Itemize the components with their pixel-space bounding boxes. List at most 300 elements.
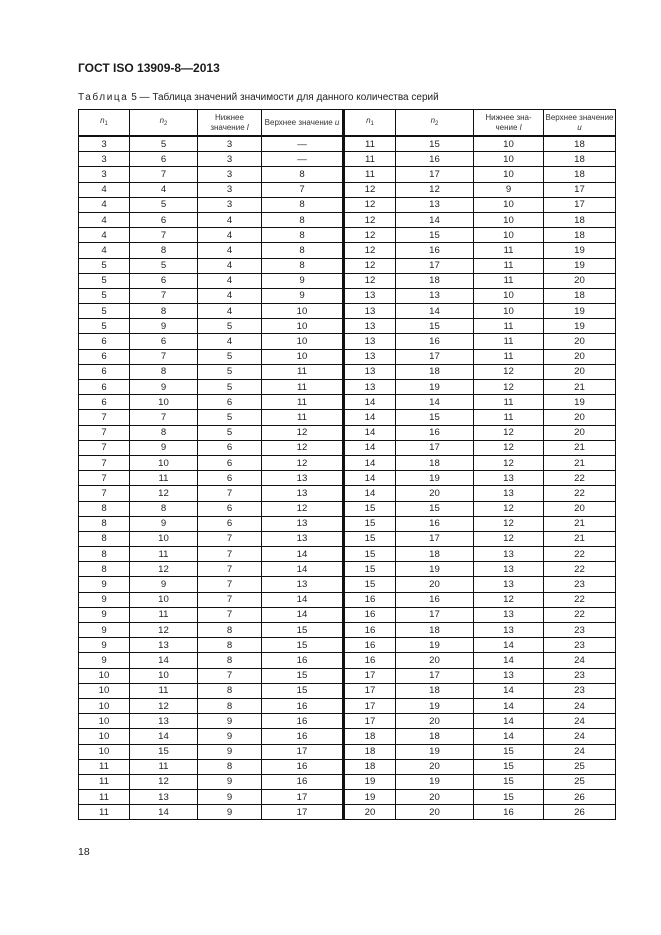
- table-cell: 14: [396, 212, 474, 227]
- table-cell: 19: [396, 471, 474, 486]
- table-cell: 16: [262, 729, 344, 744]
- table-row: [79, 592, 616, 607]
- table-cell: 20: [396, 790, 474, 805]
- table-cell: 5: [79, 258, 130, 273]
- table-cell: 10: [474, 167, 544, 182]
- table-cell: 23: [544, 577, 616, 592]
- table-cell: 18: [396, 729, 474, 744]
- table-cell: 18: [544, 228, 616, 243]
- table-cell: 12: [344, 273, 396, 288]
- table-caption: [78, 92, 439, 103]
- table-cell: 6: [198, 440, 262, 455]
- table-cell: 20: [544, 273, 616, 288]
- table-cell: 9: [262, 288, 344, 303]
- table-cell: 8: [262, 197, 344, 212]
- table-cell: 20: [544, 349, 616, 364]
- table-cell: 17: [396, 668, 474, 683]
- table-cell: 9: [79, 607, 130, 622]
- table-cell: 4: [198, 288, 262, 303]
- table-row: [79, 501, 616, 516]
- table-cell: 4: [79, 243, 130, 258]
- table-cell: 20: [396, 486, 474, 501]
- table-cell: 22: [544, 486, 616, 501]
- table-cell: 11: [474, 410, 544, 425]
- table-cell: 5: [198, 410, 262, 425]
- table-cell: 12: [344, 258, 396, 273]
- table-cell: 16: [344, 607, 396, 622]
- table-cell: 9: [198, 729, 262, 744]
- table-cell: 14: [262, 547, 344, 562]
- table-row: [79, 714, 616, 729]
- table-cell: 7: [130, 228, 198, 243]
- table-cell: 5: [130, 197, 198, 212]
- table-cell: 10: [262, 334, 344, 349]
- table-cell: 9: [198, 790, 262, 805]
- page-number: 18: [78, 846, 90, 858]
- table-cell: 11: [344, 167, 396, 182]
- table-cell: 16: [262, 698, 344, 713]
- table-cell: 17: [344, 714, 396, 729]
- table-cell: 9: [198, 805, 262, 820]
- table-cell: 16: [396, 592, 474, 607]
- table-cell: 17: [396, 440, 474, 455]
- table-row: [79, 212, 616, 227]
- table-cell: 7: [79, 486, 130, 501]
- table-cell: 15: [262, 683, 344, 698]
- table-cell: 15: [262, 623, 344, 638]
- table-cell: 20: [544, 334, 616, 349]
- table-cell: 19: [544, 319, 616, 334]
- document-header: ГОСТ ISO 13909-8—2013: [78, 61, 220, 75]
- table-cell: 8: [130, 304, 198, 319]
- table-cell: 19: [396, 562, 474, 577]
- table-row: [79, 683, 616, 698]
- table-cell: 6: [198, 395, 262, 410]
- table-cell: 13: [262, 471, 344, 486]
- table-cell: 15: [474, 744, 544, 759]
- table-cell: 22: [544, 607, 616, 622]
- table-cell: 18: [544, 152, 616, 167]
- table-cell: 9: [130, 577, 198, 592]
- table-cell: 6: [198, 501, 262, 516]
- table-cell: 3: [79, 152, 130, 167]
- table-cell: 4: [79, 212, 130, 227]
- table-cell: 9: [79, 592, 130, 607]
- table-cell: 11: [79, 774, 130, 789]
- table-cell: 14: [344, 395, 396, 410]
- table-cell: 10: [262, 349, 344, 364]
- table-cell: 4: [79, 228, 130, 243]
- table-cell: 17: [544, 182, 616, 197]
- table-cell: 11: [262, 364, 344, 379]
- table-cell: 5: [79, 304, 130, 319]
- table-cell: 16: [396, 243, 474, 258]
- table-cell: 15: [474, 790, 544, 805]
- table-row: [79, 349, 616, 364]
- table-row: [79, 805, 616, 820]
- table-cell: 16: [396, 425, 474, 440]
- table-cell: 9: [198, 774, 262, 789]
- table-cell: 19: [544, 258, 616, 273]
- table-cell: 11: [130, 759, 198, 774]
- table-cell: 8: [79, 516, 130, 531]
- table-cell: 11: [474, 334, 544, 349]
- table-cell: 3: [198, 136, 262, 152]
- table-cell: 8: [79, 531, 130, 546]
- table-cell: 12: [474, 425, 544, 440]
- table-cell: 13: [344, 364, 396, 379]
- table-cell: 9: [130, 380, 198, 395]
- table-cell: 15: [262, 638, 344, 653]
- table-cell: 8: [198, 653, 262, 668]
- table-cell: 18: [544, 167, 616, 182]
- table-cell: 10: [130, 668, 198, 683]
- table-cell: 3: [79, 136, 130, 152]
- table-cell: 13: [262, 577, 344, 592]
- table-cell: 10: [474, 197, 544, 212]
- table-cell: 17: [344, 668, 396, 683]
- table-row: [79, 471, 616, 486]
- table-cell: 19: [544, 243, 616, 258]
- table-cell: 17: [262, 805, 344, 820]
- table-cell: 13: [130, 714, 198, 729]
- table-cell: 3: [198, 167, 262, 182]
- table-cell: 8: [198, 759, 262, 774]
- table-cell: 13: [474, 547, 544, 562]
- table-cell: 19: [396, 698, 474, 713]
- table-row: [79, 668, 616, 683]
- table-cell: 11: [474, 319, 544, 334]
- table-cell: 10: [262, 319, 344, 334]
- table-row: [79, 364, 616, 379]
- table-row: [79, 410, 616, 425]
- table-cell: 17: [396, 607, 474, 622]
- table-cell: 8: [198, 683, 262, 698]
- table-cell: 13: [262, 516, 344, 531]
- table-cell: 4: [198, 243, 262, 258]
- table-cell: 14: [130, 653, 198, 668]
- table-cell: 16: [344, 623, 396, 638]
- table-cell: 14: [344, 471, 396, 486]
- table-cell: 12: [262, 425, 344, 440]
- table-cell: 20: [396, 577, 474, 592]
- table-cell: 15: [474, 759, 544, 774]
- table-cell: 12: [262, 455, 344, 470]
- table-cell: 7: [79, 440, 130, 455]
- table-header-row: [79, 110, 616, 137]
- table-cell: 7: [130, 288, 198, 303]
- table-cell: 12: [130, 698, 198, 713]
- table-cell: 11: [474, 273, 544, 288]
- table-cell: 19: [396, 744, 474, 759]
- table-cell: 5: [130, 258, 198, 273]
- table-cell: 4: [198, 334, 262, 349]
- table-cell: 11: [130, 547, 198, 562]
- table-cell: 16: [262, 759, 344, 774]
- table-cell: 16: [396, 152, 474, 167]
- table-row: [79, 319, 616, 334]
- table-cell: 4: [198, 258, 262, 273]
- table-cell: 13: [130, 638, 198, 653]
- table-cell: 16: [344, 653, 396, 668]
- table-cell: 8: [262, 167, 344, 182]
- table-cell: 21: [544, 380, 616, 395]
- table-cell: 22: [544, 471, 616, 486]
- table-cell: 5: [130, 136, 198, 152]
- table-cell: 15: [396, 410, 474, 425]
- table-cell: 23: [544, 668, 616, 683]
- table-row: [79, 638, 616, 653]
- table-cell: 11: [79, 759, 130, 774]
- table-cell: 10: [474, 212, 544, 227]
- table-cell: 23: [544, 638, 616, 653]
- table-cell: 9: [262, 273, 344, 288]
- table-cell: 14: [474, 683, 544, 698]
- table-row: [79, 698, 616, 713]
- table-cell: 18: [396, 364, 474, 379]
- caption-text: 5 — Таблица значений значимости для данного количества серий: [128, 92, 439, 103]
- table-cell: 13: [474, 486, 544, 501]
- table-cell: 19: [544, 395, 616, 410]
- table-cell: 26: [544, 805, 616, 820]
- header-n2-right: $n_2$: [396, 110, 474, 137]
- table-cell: 14: [474, 714, 544, 729]
- table-cell: 11: [262, 395, 344, 410]
- table-cell: 10: [474, 136, 544, 152]
- table-cell: 11: [474, 395, 544, 410]
- table-cell: 8: [130, 425, 198, 440]
- table-row: [79, 562, 616, 577]
- table-cell: 5: [198, 364, 262, 379]
- table-row: [79, 243, 616, 258]
- table-cell: 13: [474, 577, 544, 592]
- table-cell: 18: [544, 288, 616, 303]
- table-cell: 12: [130, 774, 198, 789]
- caption-prefix: Таблица: [78, 92, 129, 103]
- table-cell: 14: [130, 729, 198, 744]
- table-cell: 13: [262, 486, 344, 501]
- table-cell: 10: [130, 395, 198, 410]
- table-cell: 5: [79, 273, 130, 288]
- table-cell: 10: [474, 152, 544, 167]
- table-cell: 13: [474, 562, 544, 577]
- table-cell: 15: [344, 516, 396, 531]
- table-cell: 8: [130, 364, 198, 379]
- table-cell: —: [262, 136, 344, 152]
- table-cell: 12: [344, 243, 396, 258]
- table-cell: 14: [396, 395, 474, 410]
- table-cell: 6: [79, 395, 130, 410]
- table-cell: 7: [198, 607, 262, 622]
- table-row: [79, 334, 616, 349]
- table-cell: 8: [130, 243, 198, 258]
- table-cell: 5: [79, 319, 130, 334]
- table-cell: 9: [79, 653, 130, 668]
- table-cell: 12: [344, 212, 396, 227]
- table-cell: 7: [130, 167, 198, 182]
- table-cell: 24: [544, 744, 616, 759]
- table-cell: 9: [79, 623, 130, 638]
- table-cell: 19: [344, 774, 396, 789]
- table-cell: 14: [344, 425, 396, 440]
- table-body: [79, 136, 616, 820]
- table-row: [79, 516, 616, 531]
- table-cell: 13: [344, 319, 396, 334]
- table-cell: 18: [396, 547, 474, 562]
- table-cell: 13: [474, 623, 544, 638]
- table-cell: 8: [262, 243, 344, 258]
- table-cell: 8: [198, 698, 262, 713]
- table-cell: 20: [544, 425, 616, 440]
- table-cell: 14: [474, 653, 544, 668]
- table-cell: 12: [474, 380, 544, 395]
- table-cell: 13: [344, 349, 396, 364]
- table-cell: 19: [396, 774, 474, 789]
- table-cell: 11: [474, 258, 544, 273]
- table-cell: 8: [79, 547, 130, 562]
- table-row: [79, 531, 616, 546]
- table-cell: 10: [79, 729, 130, 744]
- table-cell: 11: [344, 136, 396, 152]
- table-row: [79, 440, 616, 455]
- table-row: [79, 790, 616, 805]
- table-cell: 5: [198, 349, 262, 364]
- table-cell: 13: [344, 380, 396, 395]
- table-cell: 9: [130, 516, 198, 531]
- table-row: [79, 744, 616, 759]
- table-cell: 6: [198, 471, 262, 486]
- table-row: [79, 182, 616, 197]
- table-cell: 13: [344, 304, 396, 319]
- table-cell: 24: [544, 729, 616, 744]
- table-row: [79, 774, 616, 789]
- table-cell: 20: [396, 805, 474, 820]
- table-cell: 10: [79, 668, 130, 683]
- table-cell: 14: [474, 638, 544, 653]
- table-row: [79, 547, 616, 562]
- table-cell: 8: [130, 501, 198, 516]
- table-cell: 8: [262, 228, 344, 243]
- table-cell: 5: [79, 288, 130, 303]
- table-cell: 16: [262, 653, 344, 668]
- table-cell: 10: [130, 455, 198, 470]
- table-cell: 3: [198, 197, 262, 212]
- table-cell: 16: [396, 516, 474, 531]
- table-cell: 7: [198, 486, 262, 501]
- table-cell: 18: [344, 744, 396, 759]
- header-n2: $n_2$: [130, 110, 198, 137]
- table-cell: 12: [130, 623, 198, 638]
- table-cell: 9: [198, 744, 262, 759]
- table-cell: 12: [474, 531, 544, 546]
- table-cell: 8: [198, 623, 262, 638]
- table-cell: 7: [198, 547, 262, 562]
- header-lower-value-right: Нижнее зна- чение l: [474, 110, 544, 137]
- table-cell: 13: [396, 288, 474, 303]
- table-cell: 17: [396, 531, 474, 546]
- table-cell: 14: [474, 729, 544, 744]
- table-cell: 18: [396, 273, 474, 288]
- table-cell: 6: [79, 364, 130, 379]
- table-cell: 15: [396, 228, 474, 243]
- table-cell: 12: [344, 228, 396, 243]
- table-cell: 15: [396, 319, 474, 334]
- table-cell: 18: [396, 455, 474, 470]
- table-cell: 11: [130, 471, 198, 486]
- table-cell: 12: [130, 486, 198, 501]
- table-cell: 5: [198, 380, 262, 395]
- table-cell: 12: [474, 440, 544, 455]
- table-cell: 13: [344, 334, 396, 349]
- table-cell: 9: [130, 319, 198, 334]
- table-cell: 14: [344, 410, 396, 425]
- table-row: [79, 136, 616, 152]
- table-cell: 13: [474, 471, 544, 486]
- table-cell: 16: [262, 714, 344, 729]
- table-cell: 13: [344, 288, 396, 303]
- table-cell: 9: [79, 638, 130, 653]
- table-cell: 15: [344, 531, 396, 546]
- table-cell: 10: [130, 592, 198, 607]
- table-cell: 4: [79, 197, 130, 212]
- table-cell: 11: [474, 243, 544, 258]
- table-cell: 7: [262, 182, 344, 197]
- table-row: [79, 228, 616, 243]
- table-cell: 4: [198, 212, 262, 227]
- table-cell: 12: [396, 182, 474, 197]
- table-cell: 20: [344, 805, 396, 820]
- table-cell: 18: [396, 623, 474, 638]
- table-row: [79, 258, 616, 273]
- table-cell: 24: [544, 653, 616, 668]
- table-cell: 13: [396, 197, 474, 212]
- table-cell: 18: [544, 136, 616, 152]
- table-cell: 3: [79, 167, 130, 182]
- table-cell: 23: [544, 623, 616, 638]
- significance-table: [78, 109, 616, 820]
- table-cell: 6: [79, 380, 130, 395]
- table-cell: 16: [262, 774, 344, 789]
- table-cell: 6: [79, 349, 130, 364]
- header-upper-value-right: Верхнее значение u: [544, 110, 616, 137]
- table-cell: 7: [198, 577, 262, 592]
- table-cell: 16: [396, 334, 474, 349]
- table-cell: 9: [474, 182, 544, 197]
- table-cell: 12: [474, 592, 544, 607]
- table-cell: 19: [544, 304, 616, 319]
- table-cell: 4: [198, 273, 262, 288]
- table-cell: 10: [474, 304, 544, 319]
- table-cell: 7: [130, 410, 198, 425]
- table-cell: 20: [544, 364, 616, 379]
- table-cell: 14: [262, 607, 344, 622]
- table-cell: 15: [344, 577, 396, 592]
- table-cell: 14: [344, 486, 396, 501]
- table-cell: 15: [344, 547, 396, 562]
- table-cell: 13: [474, 668, 544, 683]
- table-row: [79, 759, 616, 774]
- table-row: [79, 653, 616, 668]
- table-cell: 11: [79, 805, 130, 820]
- table-cell: 15: [474, 774, 544, 789]
- table-cell: 15: [130, 744, 198, 759]
- table-cell: 13: [130, 790, 198, 805]
- table-cell: 11: [130, 607, 198, 622]
- table-row: [79, 623, 616, 638]
- table-cell: 8: [79, 562, 130, 577]
- table-cell: 17: [396, 349, 474, 364]
- table-cell: 10: [130, 531, 198, 546]
